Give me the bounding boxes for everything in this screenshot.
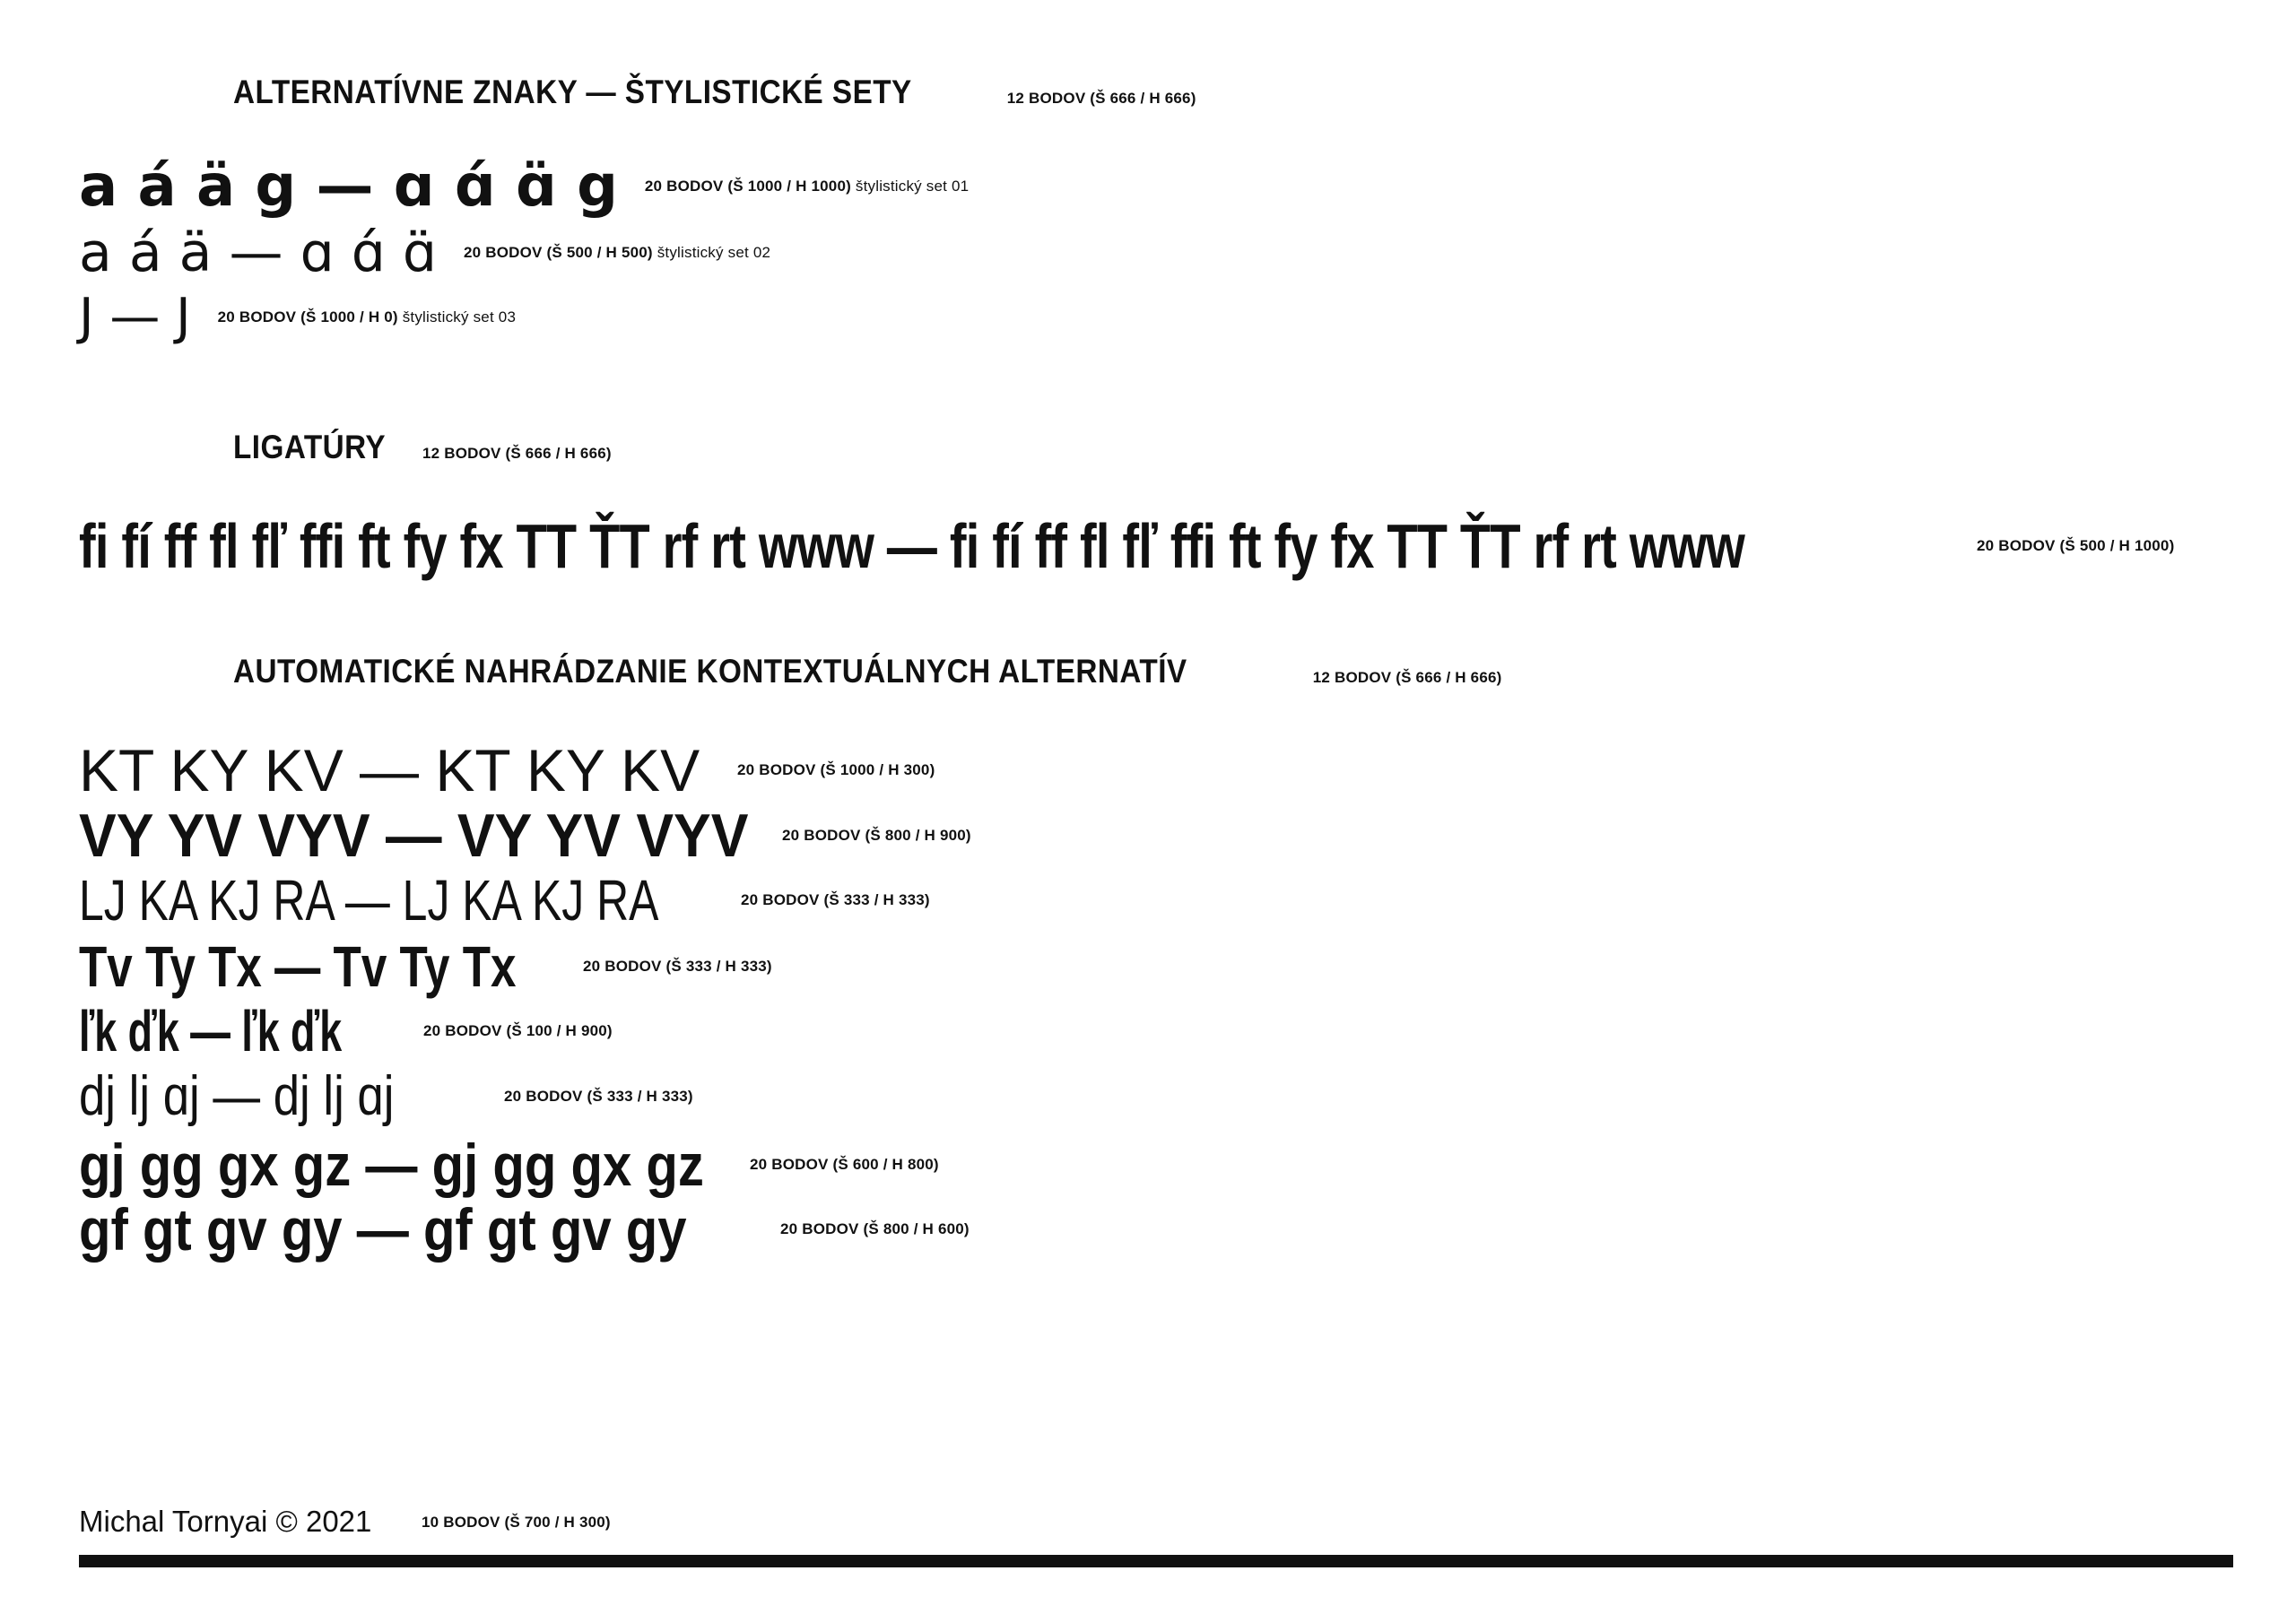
ligatures-heading xyxy=(233,429,612,466)
contextual-line-8 xyxy=(79,1196,970,1263)
stylistic-set-03-line xyxy=(79,288,517,346)
stylistic-set-03-note: štylistický set 03 xyxy=(402,308,517,325)
stylistic-set-03-meta: 20 BODOV (Š 1000 / H 0) štylistický set 03 xyxy=(217,308,517,325)
contextual-line-1 xyxy=(79,737,935,803)
stylistic-set-02-meta: 20 BODOV (Š 500 / H 500) štylistický set 02 xyxy=(464,244,771,261)
contextual-meta-5: 20 BODOV (Š 100 / H 900) xyxy=(423,1022,613,1039)
contextual-line-5 xyxy=(79,999,613,1063)
ligatures-sample: fi fí ff fl fľ ffi ft fy fx TT ŤT rf rt www — fi fí ff fl fľ ffi ft fy fx TT ŤT rf rt www xyxy=(79,511,1744,581)
stylistic-set-02-sample: a á ä — ɑ ɑ́ ɑ̈ xyxy=(79,221,437,284)
contextual-sample-5: ľk ďk — ľk ďk xyxy=(79,999,343,1063)
contextual-sample-3: LJ KA KJ RA — LJ KA KJ RA xyxy=(79,868,659,933)
contextual-sample-2: VY YV VYV — VY YV VYV xyxy=(79,802,749,870)
contextual-meta-3: 20 BODOV (Š 333 / H 333) xyxy=(741,891,930,908)
contextual-sample-8: gf gt gv gy — gf gt gv gy xyxy=(79,1196,687,1263)
contextual-heading xyxy=(233,653,1502,690)
contextual-line-6 xyxy=(79,1065,693,1127)
contextual-line-3 xyxy=(79,868,930,933)
contextual-meta-2: 20 BODOV (Š 800 / H 900) xyxy=(782,827,971,844)
contextual-meta-6: 20 BODOV (Š 333 / H 333) xyxy=(504,1088,693,1105)
alternates-heading xyxy=(233,74,1196,111)
stylistic-set-02-note: štylistický set 02 xyxy=(657,244,771,261)
contextual-sample-6: dj lj ɑj — dj lj ɑj xyxy=(79,1065,395,1127)
footer-author: Michal Tornyai © 2021 xyxy=(79,1505,372,1538)
alternates-title: ALTERNATÍVNE ZNAKY — ŠTYLISTICKÉ SETY xyxy=(233,74,912,110)
stylistic-set-03-sample: J — J xyxy=(79,288,191,346)
contextual-line-7 xyxy=(79,1132,939,1198)
contextual-meta-8: 20 BODOV (Š 800 / H 600) xyxy=(780,1220,970,1237)
contextual-meta-4: 20 BODOV (Š 333 / H 333) xyxy=(583,958,772,975)
contextual-title: AUTOMATICKÉ NAHRÁDZANIE KONTEXTUÁLNYCH ALTERNATÍV xyxy=(233,653,1187,690)
ligatures-title: LIGATÚRY xyxy=(233,429,387,465)
contextual-sample-4: Tv Ty Tx — Tv Ty Tx xyxy=(79,934,517,999)
ligatures-meta: 12 BODOV (Š 666 / H 666) xyxy=(422,445,612,462)
contextual-sample-7: gj gg gx gz — gj gg gx gz xyxy=(79,1132,704,1198)
stylistic-set-01-note: štylistický set 01 xyxy=(855,178,970,195)
stylistic-set-02-line xyxy=(79,221,771,284)
ligatures-line xyxy=(79,511,2175,581)
stylistic-set-01-line xyxy=(79,153,970,220)
footer-rule xyxy=(79,1555,2233,1567)
contextual-meta: 12 BODOV (Š 666 / H 666) xyxy=(1312,669,1502,686)
footer-meta: 10 BODOV (Š 700 / H 300) xyxy=(422,1514,611,1531)
contextual-sample-1: KT KY KV — KT KY KV xyxy=(79,737,700,803)
contextual-line-4 xyxy=(79,934,772,999)
contextual-meta-1: 20 BODOV (Š 1000 / H 300) xyxy=(737,761,935,778)
stylistic-set-01-meta: 20 BODOV (Š 1000 / H 1000) štylistický set 01 xyxy=(644,178,970,195)
ligatures-line-meta: 20 BODOV (Š 500 / H 1000) xyxy=(1977,537,2175,554)
alternates-meta: 12 BODOV (Š 666 / H 666) xyxy=(1006,90,1196,107)
contextual-line-2 xyxy=(79,802,971,870)
stylistic-set-01-sample: a á ä g — ɑ ɑ́ ɑ̈ g xyxy=(79,153,618,220)
contextual-meta-7: 20 BODOV (Š 600 / H 800) xyxy=(750,1156,939,1173)
